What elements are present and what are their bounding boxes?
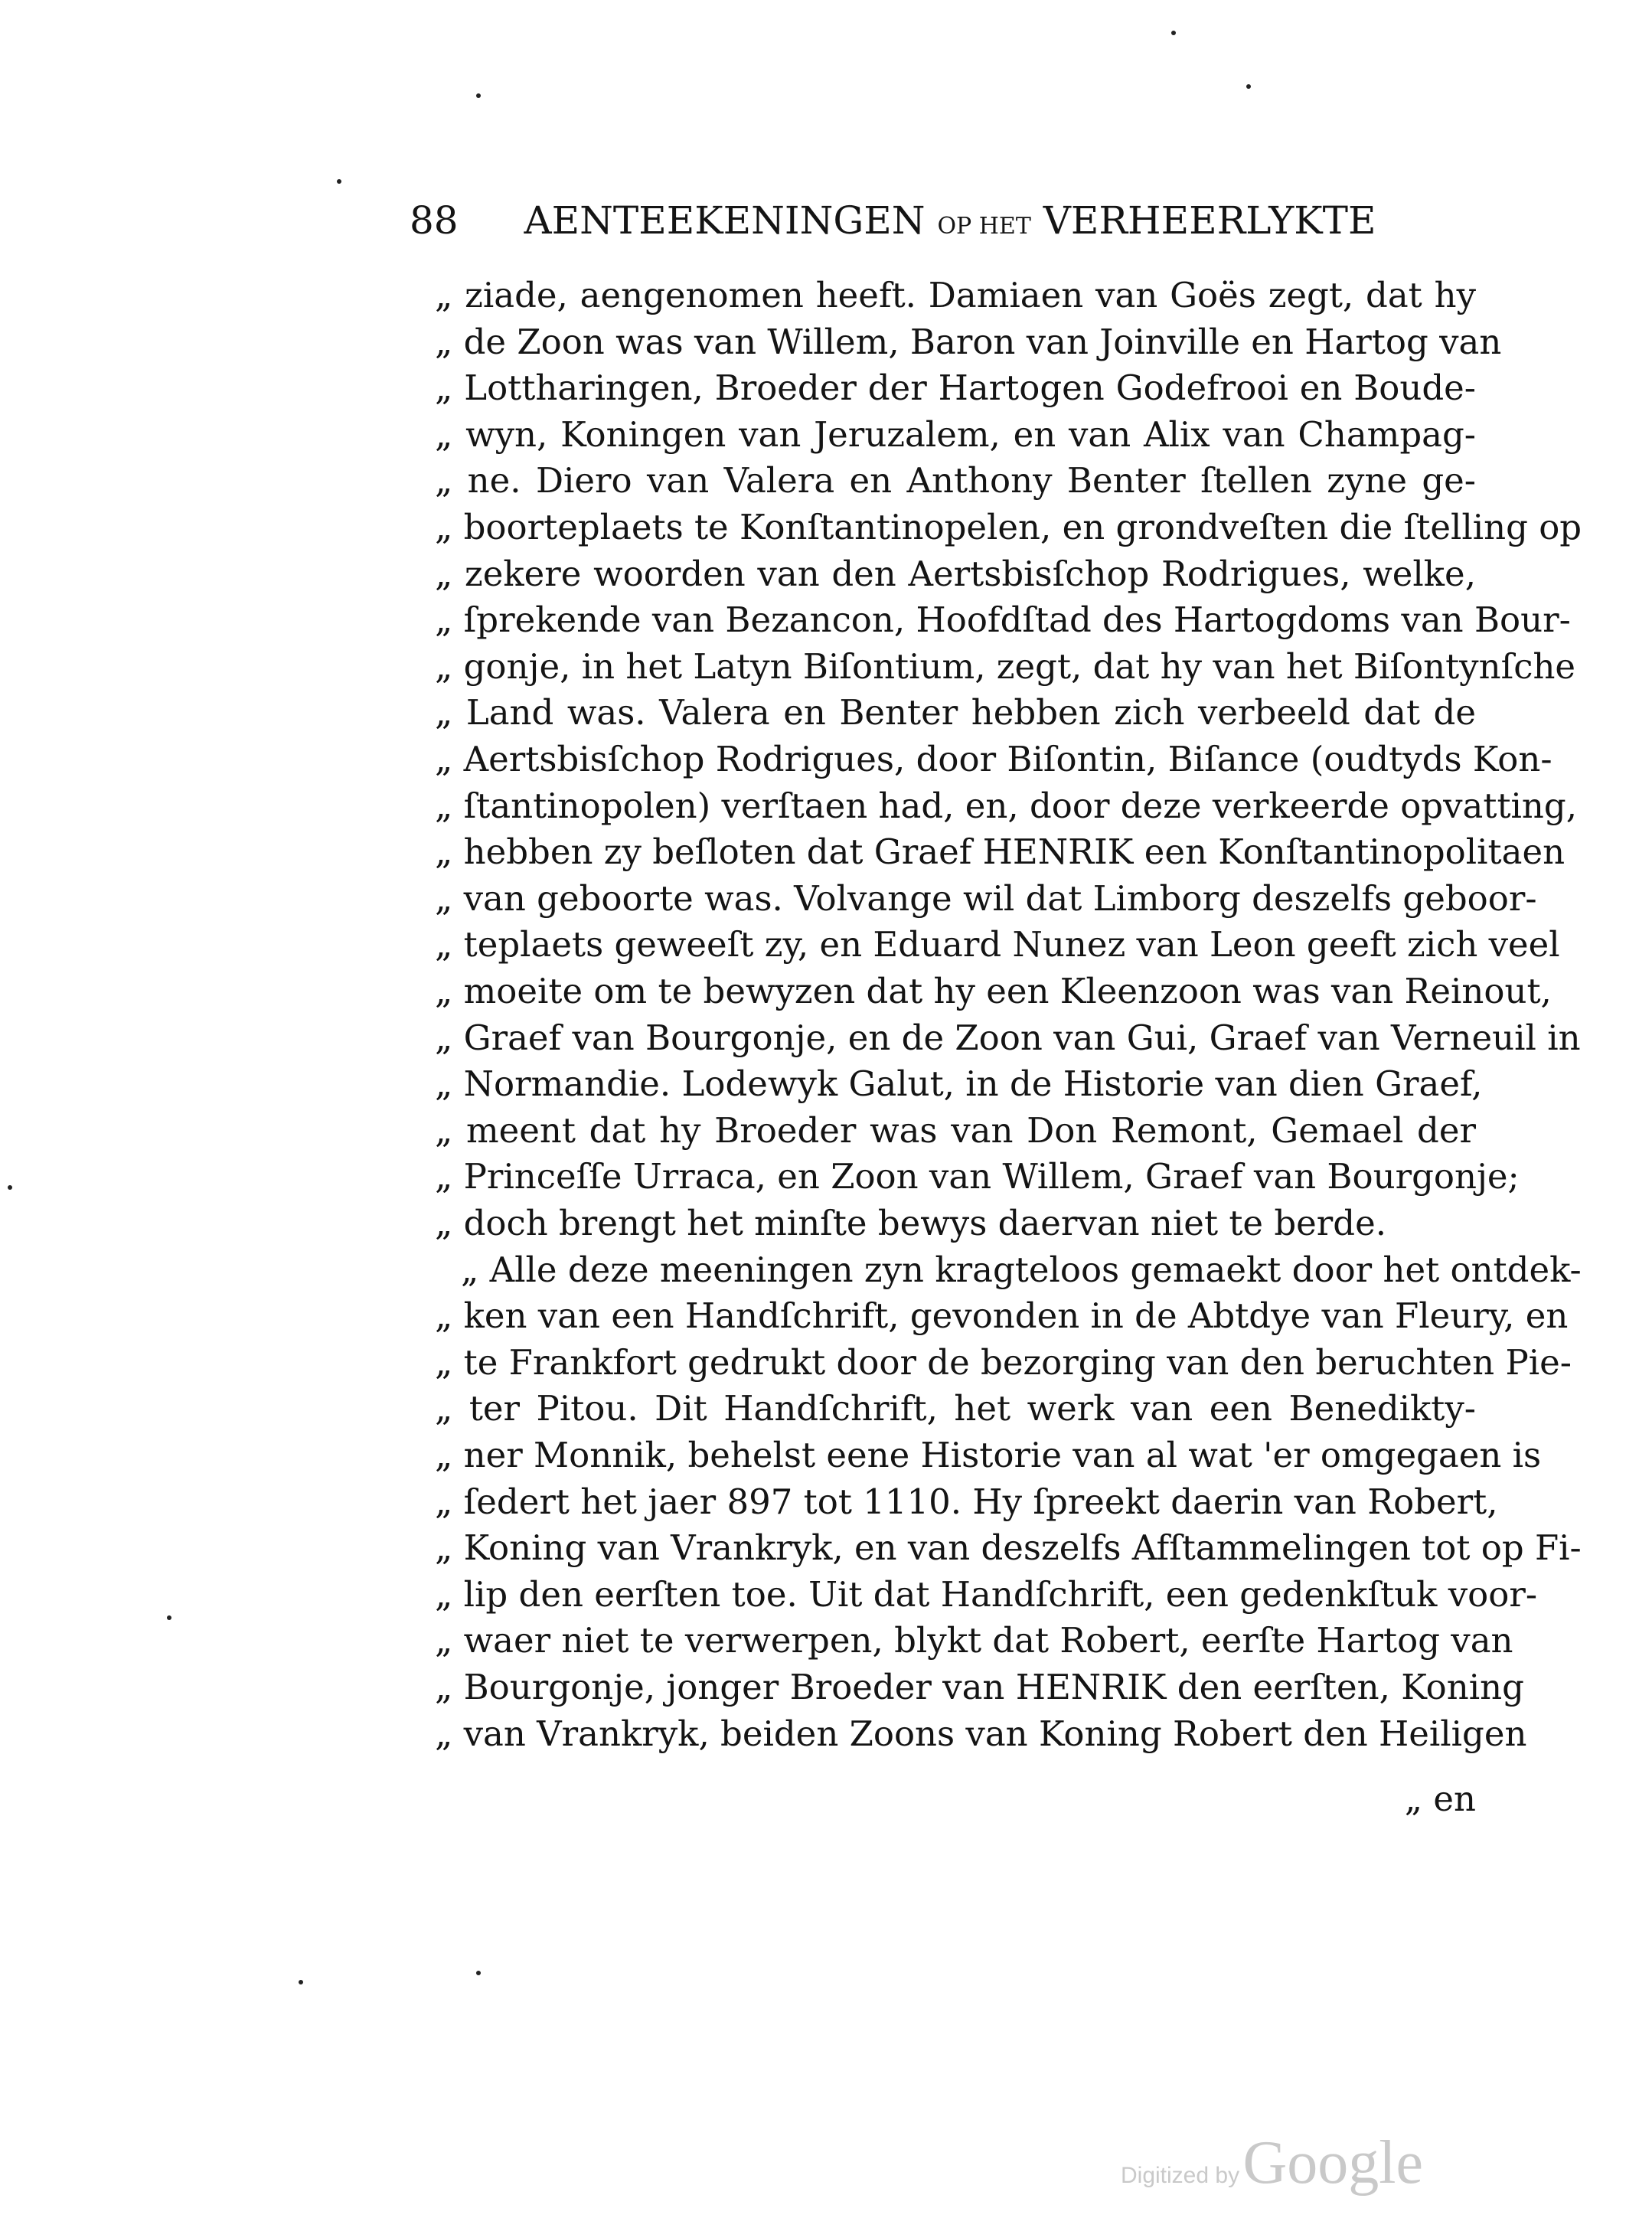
text-line: „ te Frankfort gedrukt door de bezorging van den beruchten Pie- (435, 1342, 1572, 1383)
text-line: „ van Vrankryk, beiden Zoons van Koning Robert den Heiligen (435, 1713, 1527, 1754)
text-line: „ ziade, aengenomen heeft. Damiaen van Goës zegt, dat hy (435, 275, 1476, 315)
text-line: „ ner Monnik, behelst eene Historie van al wat 'er omgegaen is (435, 1435, 1542, 1475)
text-line: „ wyn, Koningen van Jeruzalem, en van Alix van Champag- (435, 414, 1476, 455)
text-line: „ ken van een Handſchrift, gevonden in de Abtdye van Fleury, en (435, 1295, 1569, 1336)
digitized-watermark (1121, 2128, 1465, 2197)
scan-speck (337, 179, 341, 184)
text-line: „ boorteplaets te Konſtantinopelen, en grondveſten die ſtelling op (435, 507, 1582, 547)
text-line: „ ne. Diero van Valera en Anthony Benter ſtellen zyne ge- (435, 460, 1476, 501)
scan-speck (167, 1615, 171, 1620)
scan-speck (299, 1980, 303, 1984)
text-line: „ Aertsbisſchop Rodrigues, door Biſontin, Biſance (oudtyds Kon- (435, 739, 1552, 779)
text-line: „ ſedert het jaer 897 tot 1110. Hy ſpreekt daerin van Robert, (435, 1481, 1498, 1522)
text-line: „ ſprekende van Bezancon, Hoofdſtad des Hartogdoms van Bour- (435, 599, 1571, 640)
text-line: „ waer niet te verwerpen, blykt dat Robert, eerſte Hartog van (435, 1620, 1513, 1661)
scan-speck (1246, 84, 1251, 89)
text-line: „ zekere woorden van den Aertsbisſchop Rodrigues, welke, (435, 554, 1476, 594)
scan-speck (476, 93, 481, 98)
page-number: 88 (410, 198, 459, 243)
text-line: „ hebben zy beſloten dat Graef HENRIK een Konſtantinopolitaen (435, 831, 1565, 872)
text-line: „ ter Pitou. Dit Handſchrift, het werk van een Benedikty- (435, 1388, 1476, 1429)
header-title-part1: AENTEEKENINGEN (524, 198, 926, 243)
text-line: „ Graef van Bourgonje, en de Zoon van Gui, Graef van Verneuil in (435, 1018, 1581, 1058)
header-title-part2: VERHEERLYKTE (1043, 198, 1376, 243)
text-line: „ Bourgonje, jonger Broeder van HENRIK den eerſten, Koning (435, 1667, 1524, 1707)
text-line: „ Princeſſe Urraca, en Zoon van Willem, Graef van Bourgonje; (435, 1156, 1520, 1197)
scan-speck (476, 1971, 481, 1975)
text-line: „ Lottharingen, Broeder der Hartogen Godefrooi en Boude- (435, 367, 1476, 408)
text-line: „ meent dat hy Broeder was van Don Remont, Gemael der (435, 1110, 1476, 1151)
text-line: „ teplaets geweeſt zy, en Eduard Nunez van Leon geeft zich veel (435, 924, 1560, 965)
text-line: „ Koning van Vrankryk, en van deszelfs Afſtammelingen tot op Fi- (435, 1527, 1582, 1568)
text-line: „ en (1404, 1779, 1476, 1819)
watermark-brand: Google (1242, 2129, 1424, 2197)
text-line: „ Alle deze meeningen zyn kragteloos gemaekt door het ontdek- (461, 1249, 1582, 1290)
text-line: „ doch brengt het minſte bewys daervan niet te berde. (435, 1203, 1387, 1243)
text-line: „ van geboorte was. Volvange wil dat Limborg deszelfs geboor- (435, 878, 1537, 919)
text-line: „ lip den eerſten toe. Uit dat Handſchrift, een gedenkſtuk voor- (435, 1574, 1538, 1615)
watermark-prefix: Digitized by (1121, 2163, 1240, 2188)
text-line: „ Land was. Valera en Benter hebben zich verbeeld dat de (435, 692, 1476, 733)
text-line: „ de Zoon was van Willem, Baron van Joinville en Hartog van (435, 322, 1502, 362)
text-line: „ ſtantinopolen) verſtaen had, en, door deze verkeerde opvatting, (435, 786, 1578, 826)
text-line: „ moeite om te bewyzen dat hy een Kleenzoon was van Reinout, (435, 971, 1552, 1011)
scan-speck (8, 1185, 12, 1190)
header-title-small: OP HET (937, 213, 1031, 240)
text-line: „ gonje, in het Latyn Biſontium, zegt, dat hy van het Biſontynſche (435, 646, 1576, 687)
scan-speck (1171, 31, 1176, 35)
text-line: „ Normandie. Lodewyk Galut, in de Historie van dien Graef, (435, 1063, 1483, 1104)
